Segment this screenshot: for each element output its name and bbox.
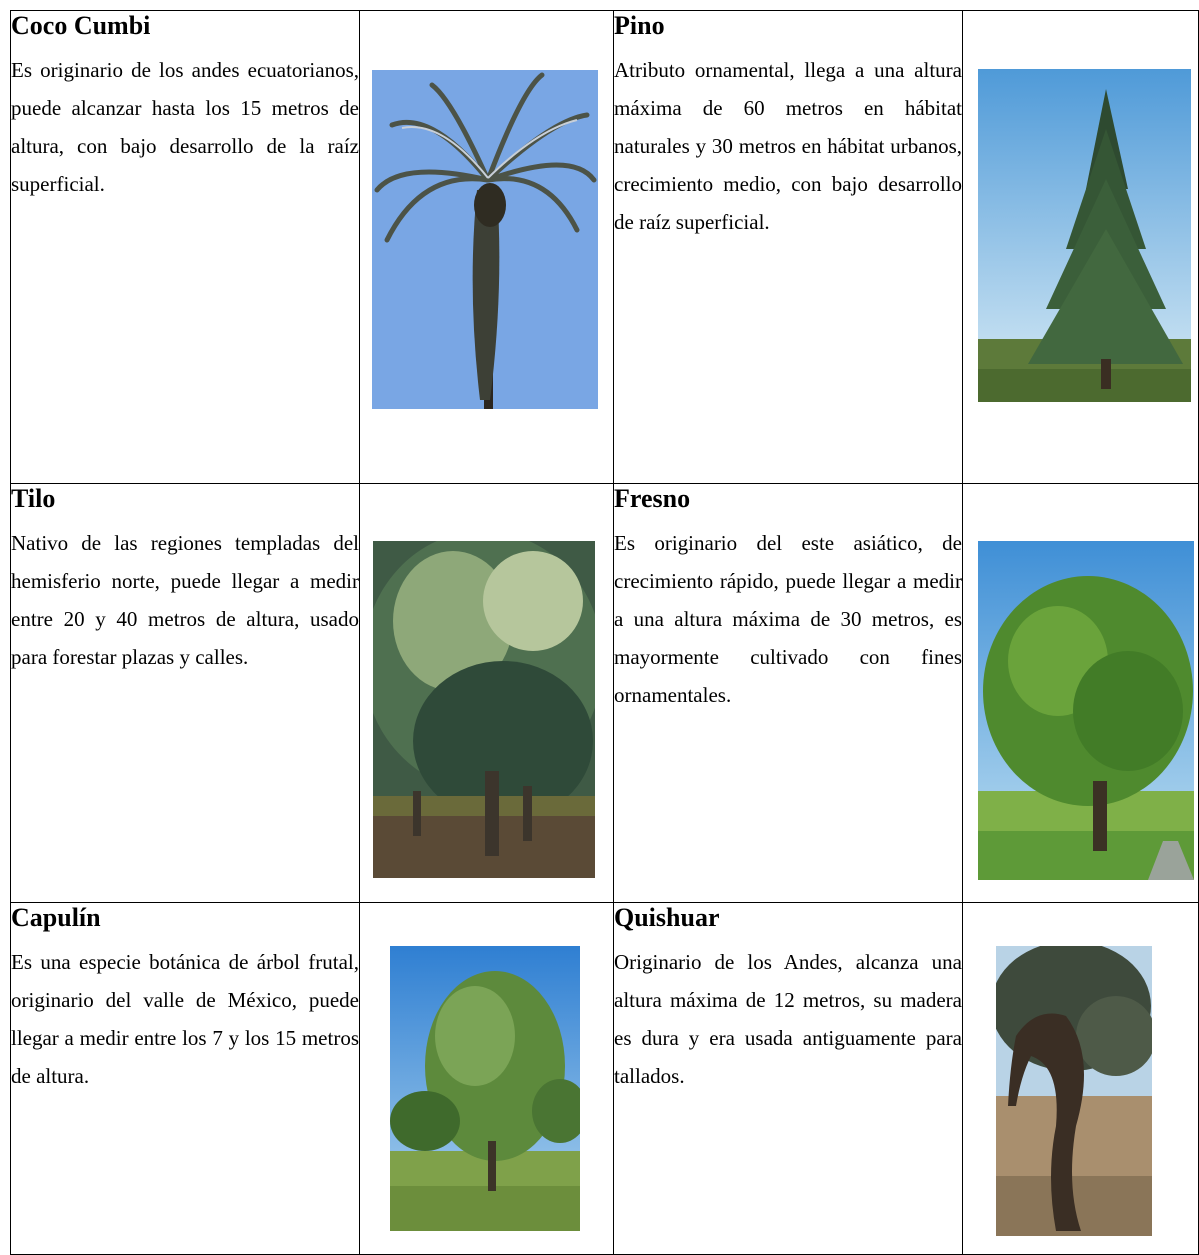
species-name: Pino (614, 11, 665, 40)
photo-cell (360, 484, 614, 903)
species-name: Capulín (11, 903, 101, 932)
tree-species-table (10, 10, 1199, 1255)
species-cell (11, 903, 360, 1255)
species-name: Fresno (614, 484, 691, 513)
photo-cell (963, 11, 1199, 484)
capulin-tree-photo (390, 946, 580, 1231)
species-description: Nativo de las regiones templadas del hemisferio norte, puede llegar a medir entre 20 y 40 metros de altura, usado para forestar plazas y calles. (11, 531, 359, 669)
photo-cell (963, 484, 1199, 903)
species-description: Originario de los Andes, alcanza una altura máxima de 12 metros, su madera es dura y era usada antiguamente para tallados. (614, 950, 962, 1088)
species-name: Coco Cumbi (11, 11, 151, 40)
photo-cell (963, 903, 1199, 1255)
species-description: Es originario del este asiático, de crecimiento rápido, puede llegar a medir a una altura máxima de 30 metros, es mayormente cultivado con fines ornamentales. (614, 531, 962, 707)
species-cell (614, 11, 963, 484)
palm-tree-photo (372, 70, 598, 409)
species-cell (11, 484, 360, 903)
species-name: Quishuar (614, 903, 720, 932)
ash-tree-photo (978, 541, 1194, 880)
table-row (11, 903, 1199, 1255)
species-description: Atributo ornamental, llega a una altura máxima de 60 metros en hábitat naturales y 30 metros en hábitat urbanos, crecimiento medio, con bajo desarrollo de raíz superficial. (614, 58, 962, 234)
species-cell (11, 11, 360, 484)
photo-cell (360, 903, 614, 1255)
species-cell (614, 903, 963, 1255)
species-description: Es originario de los andes ecuatorianos, puede alcanzar hasta los 15 metros de altura, con bajo desarrollo de la raíz superficial. (11, 58, 359, 196)
table-row (11, 11, 1199, 484)
photo-cell (360, 11, 614, 484)
linden-tree-photo (373, 541, 595, 878)
quishuar-tree-photo (996, 946, 1152, 1236)
species-name: Tilo (11, 484, 56, 513)
species-cell (614, 484, 963, 903)
pine-tree-photo (978, 69, 1191, 402)
table-row (11, 484, 1199, 903)
species-description: Es una especie botánica de árbol frutal, originario del valle de México, puede llegar a medir entre los 7 y los 15 metros de altura. (11, 950, 359, 1088)
